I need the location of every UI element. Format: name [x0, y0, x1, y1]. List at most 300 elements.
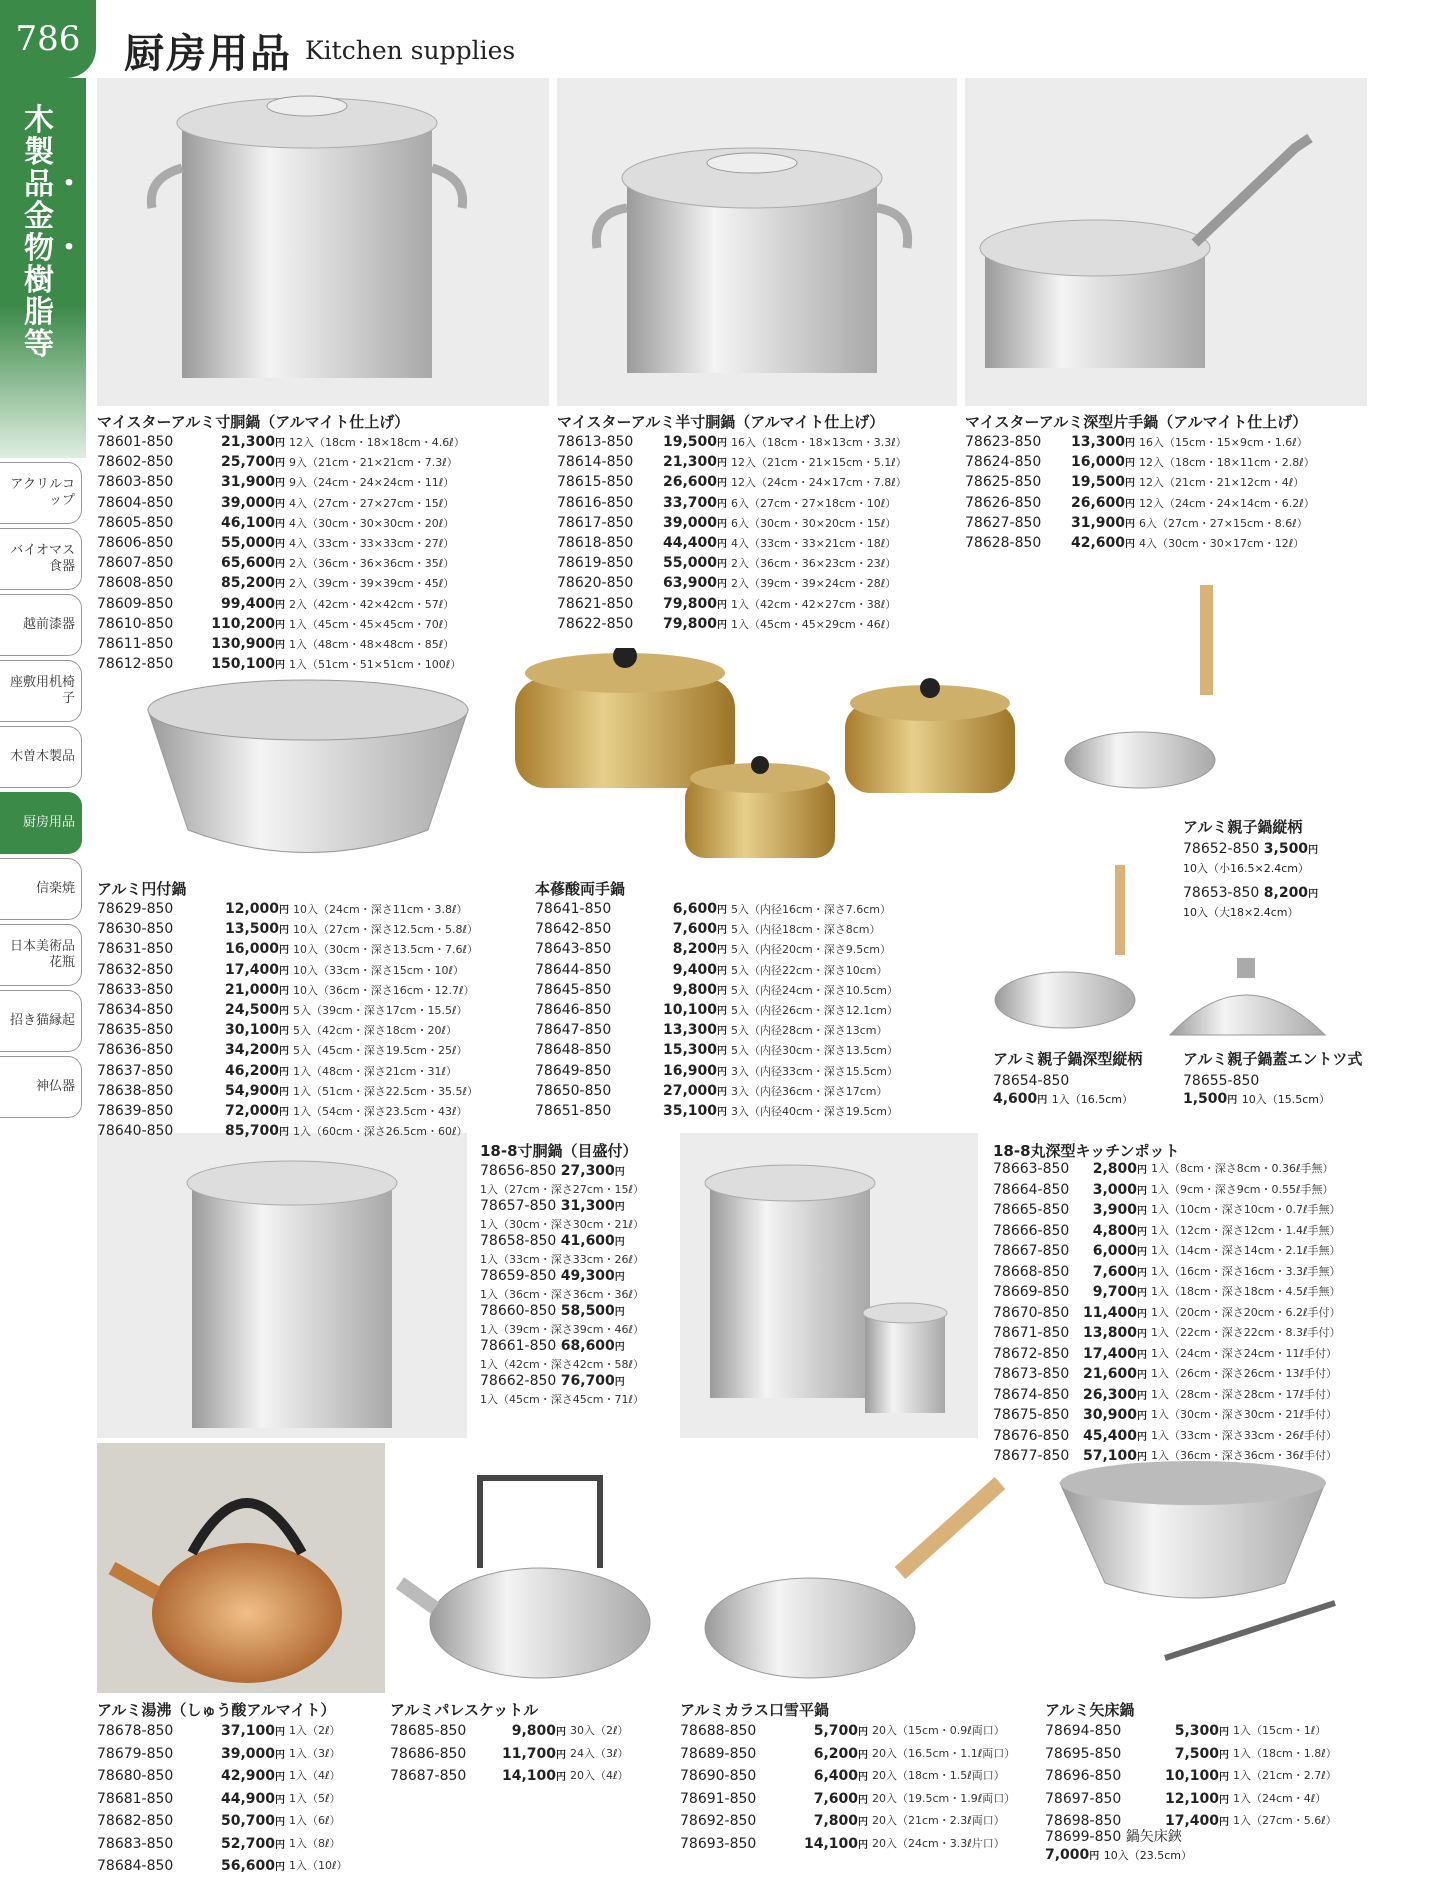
item-spec: 6入（30cm・30×20cm・15ℓ）	[731, 516, 897, 530]
item-code: 78681-850	[97, 1790, 174, 1807]
item-spec: 1入（60cm・深さ26.5cm・60ℓ）	[293, 1125, 468, 1139]
item-code: 78690-850	[680, 1768, 757, 1784]
price-row	[557, 554, 907, 574]
price-row	[993, 1406, 1341, 1427]
price-row	[535, 1001, 898, 1021]
price-row	[535, 900, 898, 920]
acid-pot-table	[535, 900, 898, 1122]
price-row	[680, 1834, 1015, 1857]
item-price: 5,700円	[813, 1723, 868, 1739]
item-spec: 5入（内径22cm・深さ10cm）	[731, 963, 888, 977]
item-code: 78674-850	[993, 1386, 1070, 1403]
item-code: 78614-850	[557, 454, 634, 471]
price-row	[97, 595, 465, 615]
item-code: 78670-850	[993, 1304, 1070, 1321]
item-spec: 4入（33cm・33×33cm・27ℓ）	[289, 537, 455, 551]
item-spec: 1入（15cm・1ℓ）	[1233, 1724, 1327, 1737]
item-price: 35,100円	[662, 1103, 727, 1120]
price-row	[557, 514, 907, 534]
price-row	[965, 494, 1315, 514]
item-code: 78646-850	[535, 1002, 612, 1019]
sidebar-category-6[interactable]: 信楽焼	[0, 858, 82, 920]
price-row	[390, 1766, 629, 1789]
item-spec: 1入（18cm・1.8ℓ）	[1233, 1746, 1337, 1760]
item-code: 78636-850	[97, 1042, 174, 1059]
item-spec: 2入（36cm・36×23cm・23ℓ）	[731, 557, 897, 571]
item-spec: 4入（33cm・33×21cm・18ℓ）	[731, 537, 897, 551]
item-price: 16,000円	[224, 941, 289, 958]
item-spec: 3入（内径33cm・深さ15.5cm）	[731, 1064, 899, 1078]
price-row	[535, 1062, 898, 1082]
oyako-vertical-photo	[1060, 585, 1240, 810]
price-row	[557, 473, 907, 493]
item-price: 42,600円	[1070, 535, 1135, 552]
price-row	[97, 1122, 478, 1142]
price-row	[535, 1082, 898, 1102]
item-price: 46,200円	[224, 1062, 289, 1079]
kitchen-pot-name: 18-8丸深型キッチンポット	[993, 1142, 1180, 1160]
item-spec: 5入（42cm・深さ18cm・20ℓ）	[293, 1024, 458, 1038]
sidebar-category-8[interactable]: 招き猫縁起	[0, 990, 82, 1052]
item-code: 78651-850	[535, 1103, 612, 1120]
item-code: 78683-850	[97, 1835, 174, 1852]
item-price: 33,700円	[662, 494, 727, 511]
item-price: 2,800円	[1092, 1161, 1147, 1177]
item-code: 78633-850	[97, 981, 174, 998]
item-spec: 9入（21cm・21×21cm・7.3ℓ）	[289, 456, 458, 470]
round-pot-table	[97, 900, 478, 1142]
price-row	[993, 1386, 1341, 1407]
item-price: 54,900円	[224, 1082, 289, 1099]
item-price: 10,100円	[1164, 1768, 1229, 1784]
item-price: 39,000円	[220, 1745, 285, 1762]
item-spec: 5入（内径18cm・深さ8cm）	[731, 923, 881, 937]
item-spec: 1入（21cm・2.7ℓ）	[1233, 1769, 1337, 1782]
item-code: 78622-850	[557, 615, 634, 632]
item-spec: 5入（39cm・深さ17cm・15.5ℓ）	[293, 1004, 468, 1018]
item-spec: 6入（27cm・27×15cm・8.6ℓ）	[1139, 516, 1308, 530]
meister-pot-name: マイスターアルミ寸胴鍋（アルマイト仕上げ）	[97, 413, 410, 431]
item-code: 78667-850	[993, 1243, 1070, 1259]
kettle-copper-photo	[97, 1443, 385, 1693]
item-price: 12,100円	[1164, 1790, 1229, 1807]
item-spec: 10入（24cm・深さ11cm・3.8ℓ）	[293, 903, 468, 916]
item-code: 78665-850	[993, 1202, 1070, 1218]
item-price: 7,600円	[1092, 1263, 1147, 1280]
item-code: 78691-850	[680, 1790, 757, 1807]
price-row	[965, 433, 1315, 453]
price-row	[535, 940, 898, 960]
price-row	[993, 1447, 1341, 1468]
price-row	[993, 1283, 1341, 1304]
item-spec: 1入（18cm・深さ18cm・4.5ℓ手無）	[1151, 1285, 1341, 1298]
price-row: 78659-850 49,300円 1入（36cm・深さ36cm・36ℓ）	[480, 1268, 645, 1301]
item-spec: 1入（45cm・45×45cm・70ℓ）	[289, 617, 455, 631]
item-spec: 1入（5ℓ）	[289, 1791, 341, 1805]
sidebar-category-7[interactable]: 日本美術品花瓶	[0, 924, 82, 986]
meister-pot-photo	[97, 78, 549, 406]
oyako-deep-info: 78654-850 4,600円 1入（16.5cm）	[993, 1073, 1134, 1107]
item-code: 78678-850	[97, 1723, 174, 1739]
item-price: 55,000円	[220, 535, 285, 552]
item-code: 78692-850	[680, 1813, 757, 1829]
sidebar-category-2[interactable]: 越前漆器	[0, 594, 82, 656]
item-code: 78642-850	[535, 921, 612, 938]
item-spec: 20入（19.5cm・1.9ℓ両口）	[872, 1791, 1016, 1805]
item-price: 37,100円	[220, 1723, 285, 1739]
item-spec: 1入（8ℓ）	[289, 1836, 341, 1850]
item-price: 57,100円	[1082, 1448, 1147, 1464]
item-code: 78609-850	[97, 595, 174, 612]
item-code: 78643-850	[535, 941, 612, 958]
item-spec: 1入（20cm・深さ20cm・6.2ℓ手付）	[1151, 1305, 1341, 1319]
acid-pot-photo	[490, 648, 1050, 868]
item-spec: 1入（10ℓ）	[289, 1859, 348, 1872]
item-spec: 10入（30cm・深さ13.5cm・7.6ℓ）	[293, 943, 479, 957]
item-price: 13,500円	[224, 921, 289, 938]
item-code: 78689-850	[680, 1745, 757, 1762]
price-row	[97, 1789, 348, 1812]
item-spec: 12入（24cm・24×17cm・7.8ℓ）	[731, 476, 907, 490]
item-code: 78676-850	[993, 1427, 1070, 1444]
price-row	[680, 1811, 1015, 1834]
price-row	[97, 514, 465, 534]
yukihira-table	[680, 1721, 1015, 1856]
item-code: 78631-850	[97, 941, 174, 958]
page-title: 厨房用品	[124, 31, 292, 77]
item-spec: 20入（15cm・0.9ℓ両口）	[872, 1724, 1005, 1737]
item-price: 6,200円	[813, 1745, 868, 1762]
kettle-palace-name: アルミパレスケットル	[390, 1701, 539, 1719]
item-code: 78625-850	[965, 474, 1042, 491]
item-spec: 1入（24cm・深さ24cm・11ℓ手付）	[1151, 1346, 1338, 1360]
price-row	[965, 453, 1315, 473]
item-spec: 1入（6ℓ）	[289, 1814, 341, 1827]
item-code: 78680-850	[97, 1768, 174, 1784]
price-row	[97, 554, 465, 574]
item-price: 44,900円	[220, 1790, 285, 1807]
item-spec: 2入（39cm・39×39cm・45ℓ）	[289, 577, 455, 591]
price-row	[390, 1744, 629, 1767]
item-code: 78675-850	[993, 1407, 1070, 1423]
item-price: 42,900円	[220, 1768, 285, 1784]
item-price: 6,600円	[672, 901, 727, 917]
item-price: 7,600円	[813, 1790, 868, 1807]
oyako-vertical-list: 78652-850 3,500円 10入（小16.5×2.4cm） 78653-850 8,200円 10入（大18×2.4cm）	[1183, 841, 1319, 919]
price-row	[993, 1181, 1341, 1202]
item-price: 24,500円	[224, 1002, 289, 1019]
item-spec: 1入（30cm・深さ30cm・21ℓ手付）	[1151, 1408, 1338, 1421]
item-code: 78663-850	[993, 1161, 1070, 1177]
item-code: 78605-850	[97, 514, 174, 531]
item-price: 17,400円	[1082, 1345, 1147, 1362]
item-price: 79,800円	[662, 595, 727, 612]
item-spec: 1入（48cm・深さ21cm・31ℓ）	[293, 1064, 458, 1078]
item-price: 19,500円	[1070, 474, 1135, 491]
item-price: 34,200円	[224, 1042, 289, 1059]
item-price: 30,900円	[1082, 1407, 1147, 1423]
item-price: 65,600円	[220, 555, 285, 572]
round-pot-name: アルミ円付鍋	[97, 880, 187, 898]
item-code: 78697-850	[1045, 1790, 1122, 1807]
item-spec: 30入（2ℓ）	[570, 1724, 629, 1737]
price-row	[97, 1856, 348, 1879]
price-row: 78657-850 31,300円 1入（30cm・深さ30cm・21ℓ）	[480, 1198, 645, 1231]
item-spec: 2入（39cm・39×24cm・28ℓ）	[731, 577, 897, 591]
sidebar-category-5[interactable]: 厨房用品	[0, 792, 82, 854]
kettle-palace-table	[390, 1721, 629, 1789]
item-spec: 1入（51cm・51×51cm・100ℓ）	[289, 658, 462, 672]
sidebar-category-9[interactable]: 神仏器	[0, 1056, 82, 1118]
item-code: 78679-850	[97, 1745, 174, 1762]
item-code: 78616-850	[557, 494, 634, 511]
price-row	[680, 1721, 1015, 1744]
item-code: 78639-850	[97, 1103, 174, 1120]
item-price: 9,800円	[511, 1723, 566, 1739]
price-row	[557, 494, 907, 514]
price-row	[97, 494, 465, 514]
item-code: 78641-850	[535, 901, 612, 917]
item-spec: 20入（18cm・1.5ℓ両口）	[872, 1769, 1005, 1782]
item-code: 78686-850	[390, 1745, 467, 1762]
item-code: 78606-850	[97, 535, 174, 552]
item-spec: 1入（22cm・深さ22cm・8.3ℓ手付）	[1151, 1326, 1341, 1339]
sidebar-category-0[interactable]: アクリルコップ	[0, 462, 82, 524]
item-price: 31,900円	[1070, 514, 1135, 531]
price-row	[97, 453, 465, 473]
price-row	[535, 961, 898, 981]
price-row	[97, 1082, 478, 1102]
price-row	[97, 961, 478, 981]
item-price: 85,700円	[224, 1123, 289, 1140]
yattoko-table	[1045, 1721, 1337, 1834]
price-row	[97, 1062, 478, 1082]
sidebar-category-4[interactable]: 木曽木製品	[0, 726, 82, 788]
item-spec: 1入（54cm・深さ23.5cm・43ℓ）	[293, 1105, 468, 1119]
item-spec: 3入（内径36cm・深さ17cm）	[731, 1084, 888, 1098]
item-price: 44,400円	[662, 535, 727, 552]
item-price: 55,000円	[662, 555, 727, 572]
item-price: 14,100円	[803, 1835, 868, 1852]
item-code: 78604-850	[97, 494, 174, 511]
item-price: 7,500円	[1174, 1745, 1229, 1762]
item-code: 78649-850	[535, 1062, 612, 1079]
price-row	[993, 1427, 1341, 1448]
item-spec: 16入（18cm・18×13cm・3.3ℓ）	[731, 436, 907, 449]
price-row: 78660-850 58,500円 1入（39cm・深さ39cm・46ℓ）	[480, 1303, 645, 1336]
ss-pot-name: 18-8寸胴鍋（目盛付）	[480, 1142, 638, 1160]
item-spec: 3入（内径40cm・深さ19.5cm）	[731, 1105, 899, 1119]
item-price: 17,400円	[224, 961, 289, 978]
item-code: 78608-850	[97, 575, 174, 592]
item-price: 150,100円	[211, 656, 285, 673]
item-price: 31,900円	[220, 474, 285, 491]
item-code: 78607-850	[97, 555, 174, 572]
price-row: 78658-850 41,600円 1入（33cm・深さ33cm・26ℓ）	[480, 1233, 645, 1266]
item-spec: 4入（27cm・27×27cm・15ℓ）	[289, 496, 455, 510]
price-row	[993, 1242, 1341, 1263]
page-number: 786	[0, 0, 96, 78]
item-code: 78668-850	[993, 1263, 1070, 1280]
price-row	[97, 1811, 348, 1834]
item-spec: 1入（14cm・深さ14cm・2.1ℓ手無）	[1151, 1244, 1341, 1257]
ss-pot-table	[480, 1163, 644, 1408]
price-row	[557, 574, 907, 594]
item-spec: 1入（12cm・深さ12cm・1.4ℓ手無）	[1151, 1223, 1341, 1237]
price-row	[535, 1021, 898, 1041]
item-price: 11,400円	[1082, 1304, 1147, 1321]
item-price: 26,600円	[662, 474, 727, 491]
item-code: 78664-850	[993, 1181, 1070, 1198]
item-code: 78615-850	[557, 474, 634, 491]
item-spec: 5入（内径26cm・深さ12.1cm）	[731, 1004, 899, 1018]
meister-half-pot-name: マイスターアルミ半寸胴鍋（アルマイト仕上げ）	[557, 413, 885, 431]
price-row	[97, 920, 478, 940]
item-code: 78617-850	[557, 514, 634, 531]
item-price: 26,300円	[1082, 1386, 1147, 1403]
item-code: 78618-850	[557, 535, 634, 552]
item-code: 78698-850	[1045, 1813, 1122, 1829]
item-price: 52,700円	[220, 1835, 285, 1852]
item-price: 17,400円	[1164, 1813, 1229, 1829]
oyako-lid-photo	[1165, 950, 1330, 1050]
item-price: 7,600円	[672, 921, 727, 938]
item-price: 25,700円	[220, 454, 285, 471]
item-spec: 4入（30cm・30×17cm・12ℓ）	[1139, 537, 1305, 551]
item-price: 6,400円	[813, 1768, 868, 1784]
price-row	[97, 574, 465, 594]
price-row	[97, 655, 465, 675]
item-price: 13,300円	[662, 1022, 727, 1039]
item-spec: 1入（10cm・深さ10cm・0.7ℓ手無）	[1151, 1203, 1341, 1216]
price-row	[1045, 1789, 1337, 1812]
price-row	[97, 900, 478, 920]
item-spec: 20入（24cm・3.3ℓ片口）	[872, 1836, 1005, 1850]
item-price: 8,200円	[672, 941, 727, 958]
item-spec: 1入（9cm・深さ9cm・0.55ℓ手無）	[1151, 1182, 1334, 1196]
item-price: 21,300円	[220, 434, 285, 450]
price-row	[1045, 1766, 1337, 1789]
yattoko-name: アルミ矢床鍋	[1045, 1701, 1135, 1719]
item-code: 78644-850	[535, 961, 612, 978]
item-spec: 5入（内径16cm・深さ7.6cm）	[731, 903, 892, 916]
ss-pot-photo	[97, 1133, 467, 1438]
item-code: 78611-850	[97, 636, 174, 653]
price-row	[97, 433, 465, 453]
item-price: 99,400円	[220, 595, 285, 612]
item-code: 78666-850	[993, 1222, 1070, 1239]
price-row	[97, 615, 465, 635]
price-row	[680, 1766, 1015, 1789]
price-row	[1045, 1721, 1337, 1744]
meister-saucepan-table	[965, 433, 1315, 554]
item-price: 9,700円	[1092, 1284, 1147, 1300]
item-price: 3,900円	[1092, 1202, 1147, 1218]
item-spec: 1入（51cm・深さ22.5cm・35.5ℓ）	[293, 1084, 479, 1098]
item-price: 7,800円	[813, 1813, 868, 1829]
item-price: 16,000円	[1070, 454, 1135, 471]
price-row	[97, 1102, 478, 1122]
item-price: 5,300円	[1174, 1723, 1229, 1739]
item-spec: 12入（18cm・18×11cm・2.8ℓ）	[1139, 456, 1315, 470]
item-price: 46,100円	[220, 514, 285, 531]
item-code: 78694-850	[1045, 1723, 1122, 1739]
item-code: 78687-850	[390, 1768, 467, 1784]
item-code: 78621-850	[557, 595, 634, 612]
item-spec: 1入（24cm・4ℓ）	[1233, 1791, 1327, 1805]
item-price: 39,000円	[662, 514, 727, 531]
item-price: 27,000円	[662, 1082, 727, 1099]
price-row	[557, 595, 907, 615]
meister-saucepan-photo	[965, 78, 1367, 406]
sidebar-main-label: 木製品・金物・樹脂等	[24, 103, 84, 362]
oyako-lid-info: 78655-850 1,500円 10入（15.5cm）	[1183, 1073, 1331, 1107]
item-price: 110,200円	[211, 615, 285, 632]
item-price: 3,000円	[1092, 1181, 1147, 1198]
item-price: 21,000円	[224, 981, 289, 998]
item-price: 13,300円	[1070, 434, 1135, 450]
price-row	[993, 1345, 1341, 1366]
item-spec: 1入（4ℓ）	[289, 1769, 341, 1782]
oyako-deep-photo	[985, 860, 1155, 1035]
item-code: 78648-850	[535, 1042, 612, 1059]
yattoko-extra: 78699-850 鍋矢床鋏 7,000円 10入（23.5cm）	[1045, 1829, 1193, 1863]
item-spec: 5入（45cm・深さ19.5cm・25ℓ）	[293, 1044, 468, 1058]
item-spec: 12入（21cm・21×12cm・4ℓ）	[1139, 476, 1305, 490]
item-code: 78684-850	[97, 1858, 174, 1874]
acid-pot-name: 本蓚酸両手鍋	[535, 880, 626, 898]
item-code: 78688-850	[680, 1723, 757, 1739]
page-subtitle: Kitchen supplies	[305, 36, 516, 65]
item-spec: 20入（21cm・2.3ℓ両口）	[872, 1814, 1005, 1827]
item-code: 78602-850	[97, 454, 174, 471]
price-row	[97, 1834, 348, 1857]
kitchen-pot-photo	[680, 1133, 978, 1438]
price-row	[680, 1789, 1015, 1812]
item-spec: 1入（8cm・深さ8cm・0.36ℓ手無）	[1151, 1162, 1334, 1175]
item-code: 78669-850	[993, 1284, 1070, 1300]
item-spec: 1入（2ℓ）	[289, 1724, 341, 1737]
item-spec: 12入（21cm・21×15cm・5.1ℓ）	[731, 456, 907, 470]
sidebar-category-1[interactable]: バイオマス食器	[0, 528, 82, 590]
price-row	[993, 1304, 1341, 1325]
item-code: 78619-850	[557, 555, 634, 572]
round-pot-photo	[128, 670, 488, 870]
item-spec: 6入（27cm・27×18cm・10ℓ）	[731, 496, 897, 510]
item-code: 78601-850	[97, 434, 174, 450]
price-row	[965, 473, 1315, 493]
item-spec: 5入（内径30cm・深さ13.5cm）	[731, 1044, 899, 1058]
price-row	[97, 534, 465, 554]
item-spec: 1入（27cm・5.6ℓ）	[1233, 1814, 1337, 1827]
item-code: 78627-850	[965, 514, 1042, 531]
item-spec: 16入（15cm・15×9cm・1.6ℓ）	[1139, 436, 1308, 449]
price-row	[97, 1744, 348, 1767]
sidebar-category-3[interactable]: 座敷用机椅子	[0, 660, 82, 722]
price-row	[390, 1721, 629, 1744]
item-code: 78632-850	[97, 961, 174, 978]
item-price: 19,500円	[662, 434, 727, 450]
price-row	[535, 981, 898, 1001]
item-price: 10,100円	[662, 1002, 727, 1019]
meister-pot-table	[97, 433, 465, 675]
item-spec: 5入（内径20cm・深さ9.5cm）	[731, 943, 892, 957]
price-row	[97, 981, 478, 1001]
item-code: 78647-850	[535, 1022, 612, 1039]
kettle-copper-name: アルミ湯沸（しゅう酸アルマイト）	[97, 1701, 336, 1719]
yukihira-name: アルミカラス口雪平鍋	[680, 1701, 829, 1719]
price-row	[97, 635, 465, 655]
